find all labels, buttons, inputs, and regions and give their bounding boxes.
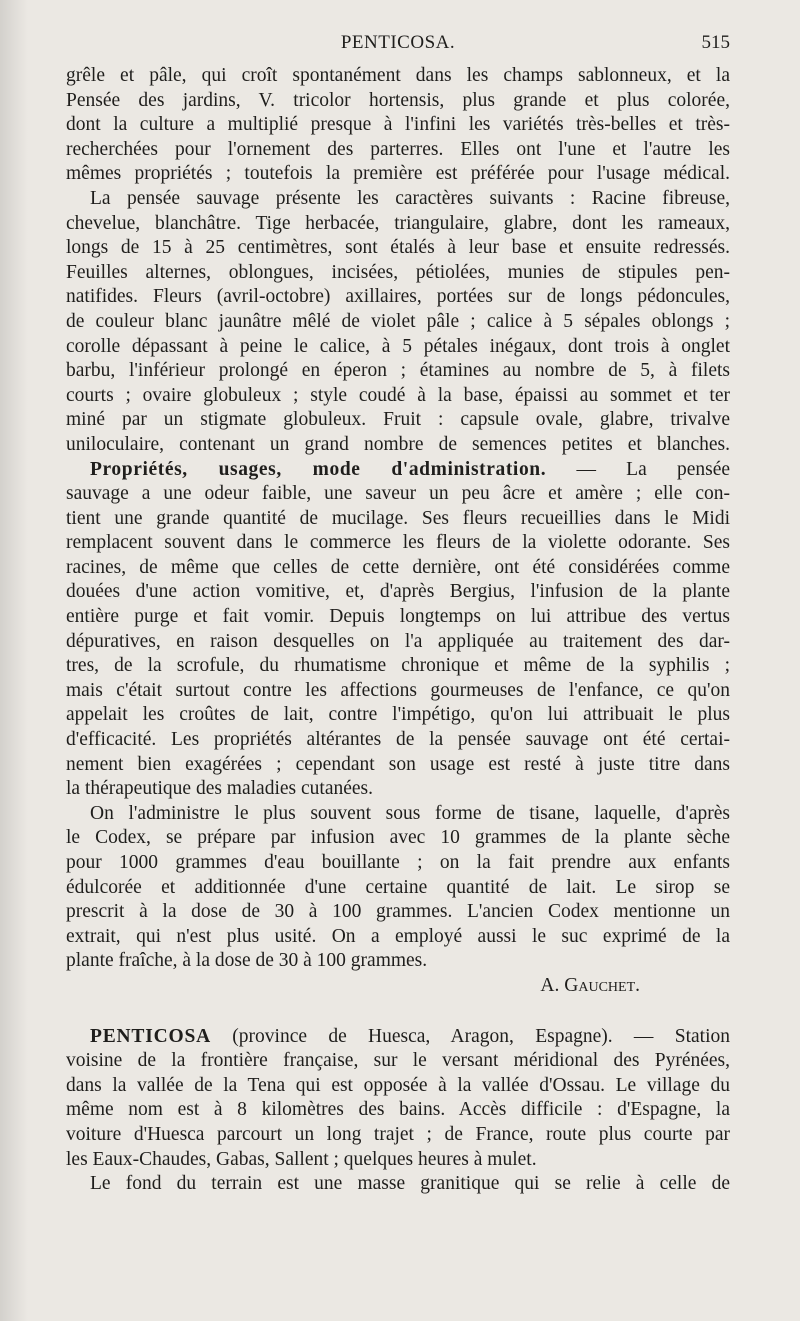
text-line bbox=[66, 1025, 730, 1050]
text-line: miné par un stigmate globuleux. Fruit : capsule ovale, glabre, trivalve bbox=[66, 409, 730, 431]
signature-initial: A. G bbox=[540, 974, 579, 996]
running-head bbox=[66, 32, 730, 60]
text-line: la thérapeutique des maladies cutanées. bbox=[66, 778, 373, 800]
text-line: voisine de la frontière française, sur le versant méridional des Pyrénées, bbox=[66, 1050, 730, 1072]
paragraph-description bbox=[66, 187, 730, 458]
text-line: voiture d'Huesca parcourt un long trajet ; de France, route plus courte par bbox=[66, 1123, 730, 1145]
text-line: mais c'était surtout contre les affections gourmeuses de l'enfance, ce qu'on bbox=[66, 679, 730, 701]
text-line: Feuilles alternes, oblongues, incisées, pétiolées, munies de stipules pen- bbox=[66, 261, 730, 283]
text-line: d'efficacité. Les propriétés altérantes de la pensée sauvage ont été certai- bbox=[66, 729, 730, 751]
text-line: longs de 15 à 25 centimètres, sont étalés à leur base et ensuite redressés. bbox=[66, 237, 730, 259]
text-line: barbu, l'inférieur prolongé en éperon ; étamines au nombre de 5, à filets bbox=[66, 360, 730, 382]
text-line: extrait, qui n'est plus usité. On a employé aussi le suc exprimé de la bbox=[66, 925, 730, 947]
text-line: uniloculaire, contenant un grand nombre de semences petites et blanches. bbox=[66, 433, 730, 455]
text-line: Pensée des jardins, V. tricolor hortensis, plus grande et plus colorée, bbox=[66, 89, 730, 111]
entry-title: PENTICOSA bbox=[90, 1025, 211, 1047]
page-number: 515 bbox=[701, 32, 730, 53]
text-line: La pensée sauvage présente les caractères suivants : Racine fibreuse, bbox=[90, 187, 730, 209]
text-line: courts ; ovaire globuleux ; style coudé à la base, épaissi au sommet et ter bbox=[66, 384, 730, 406]
text-line: remplacent souvent dans le commerce les fleurs de la violette odorante. Ses bbox=[66, 532, 730, 554]
body-text bbox=[66, 64, 730, 1197]
text-line: dans la vallée de la Tena qui est opposée à la vallée d'Ossau. Le village du bbox=[66, 1074, 730, 1096]
text-line: sauvage a une odeur faible, une saveur un peu âcre et amère ; elle con- bbox=[66, 483, 730, 505]
text-fragment: (province de Huesca, Aragon, Espagne). — Station bbox=[210, 1025, 730, 1047]
entry-penticosa bbox=[66, 1025, 730, 1197]
text-line: pour 1000 grammes d'eau bouillante ; on la fait prendre aux enfants bbox=[66, 852, 730, 873]
paragraph-administration bbox=[66, 802, 730, 999]
text-line: On l'administre le plus souvent sous forme de tisane, laquelle, d'après bbox=[90, 802, 730, 824]
text-line: dont la culture a multiplié presque à l'infini les variétés très-belles et très- bbox=[66, 114, 730, 136]
text-line: corolle dépassant à peine le calice, à 5 pétales inégaux, dont trois à onglet bbox=[66, 335, 730, 357]
text-line: tres, de la scrofule, du rhumatisme chronique et même de la syphilis ; bbox=[66, 655, 730, 677]
text-line: plante fraîche, à la dose de 30 à 100 grammes. bbox=[66, 950, 428, 972]
text-line: recherchées pour l'ornement des parterres. Elles ont l'une et l'autre les bbox=[66, 138, 730, 160]
text-line: appelait les croûtes de lait, contre l'impétigo, qu'on lui attribuait le plus bbox=[66, 704, 730, 726]
text-line: Le fond du terrain est une masse granitique qui se relie à celle de bbox=[90, 1173, 730, 1195]
text-line: racines, de même que celles de cette dernière, ont été considérées comme bbox=[66, 556, 730, 578]
text-line: de couleur blanc jaunâtre mêlé de violet pâle ; calice à 5 sépales oblongs ; bbox=[66, 310, 730, 332]
text-line: douées d'une action vomitive, et, d'après Bergius, l'infusion de la plante bbox=[66, 581, 730, 603]
text-line: nement bien exagérées ; cependant son usage est resté à juste titre dans bbox=[66, 753, 730, 775]
text-line: dépuratives, en raison desquelles on l'a appliquée au traitement des dar- bbox=[66, 630, 730, 652]
paragraph-continuation bbox=[66, 64, 730, 187]
text-line: chevelue, blanchâtre. Tige herbacée, triangulaire, glabre, dont les rameaux, bbox=[66, 212, 730, 234]
signature-surname: auchet bbox=[578, 974, 636, 996]
signature-period: . bbox=[635, 974, 640, 996]
text-line: le Codex, se prépare par infusion avec 10 grammes de la plante sèche bbox=[66, 827, 730, 849]
section-heading: Propriétés, usages, mode d'administration. bbox=[90, 458, 547, 480]
text-line: même nom est à 8 kilomètres des bains. Accès difficile : d'Espagne, la bbox=[66, 1099, 730, 1121]
text-line: prescrit à la dose de 30 à 100 grammes. L'ancien Codex mentionne un bbox=[66, 901, 730, 923]
text-line: mêmes propriétés ; toutefois la première est préférée pour l'usage médical. bbox=[66, 163, 730, 185]
text-line: les Eaux-Chaudes, Gabas, Sallent ; quelques heures à mulet. bbox=[66, 1148, 537, 1170]
running-title: PENTICOSA. bbox=[340, 32, 456, 53]
text-line: édulcorée et additionnée d'une certaine quantité de lait. Le sirop se bbox=[66, 876, 730, 898]
text-line: entière purge et fait vomir. Depuis longtemps on lui attribue des vertus bbox=[66, 606, 730, 628]
text-line: tient une grande quantité de mucilage. Ses fleurs recueillies dans le Midi bbox=[66, 507, 730, 529]
text-fragment: — La pensée bbox=[546, 458, 731, 480]
author-signature bbox=[66, 974, 730, 999]
paragraph-properties bbox=[66, 458, 730, 802]
entry-separator bbox=[66, 999, 730, 1025]
text-line bbox=[66, 458, 730, 483]
text-line: natifides. Fleurs (avril-octobre) axillaires, portées sur de longs pédoncules, bbox=[66, 286, 730, 308]
text-line: grêle et pâle, qui croît spontanément dans les champs sablonneux, et la bbox=[66, 65, 730, 86]
